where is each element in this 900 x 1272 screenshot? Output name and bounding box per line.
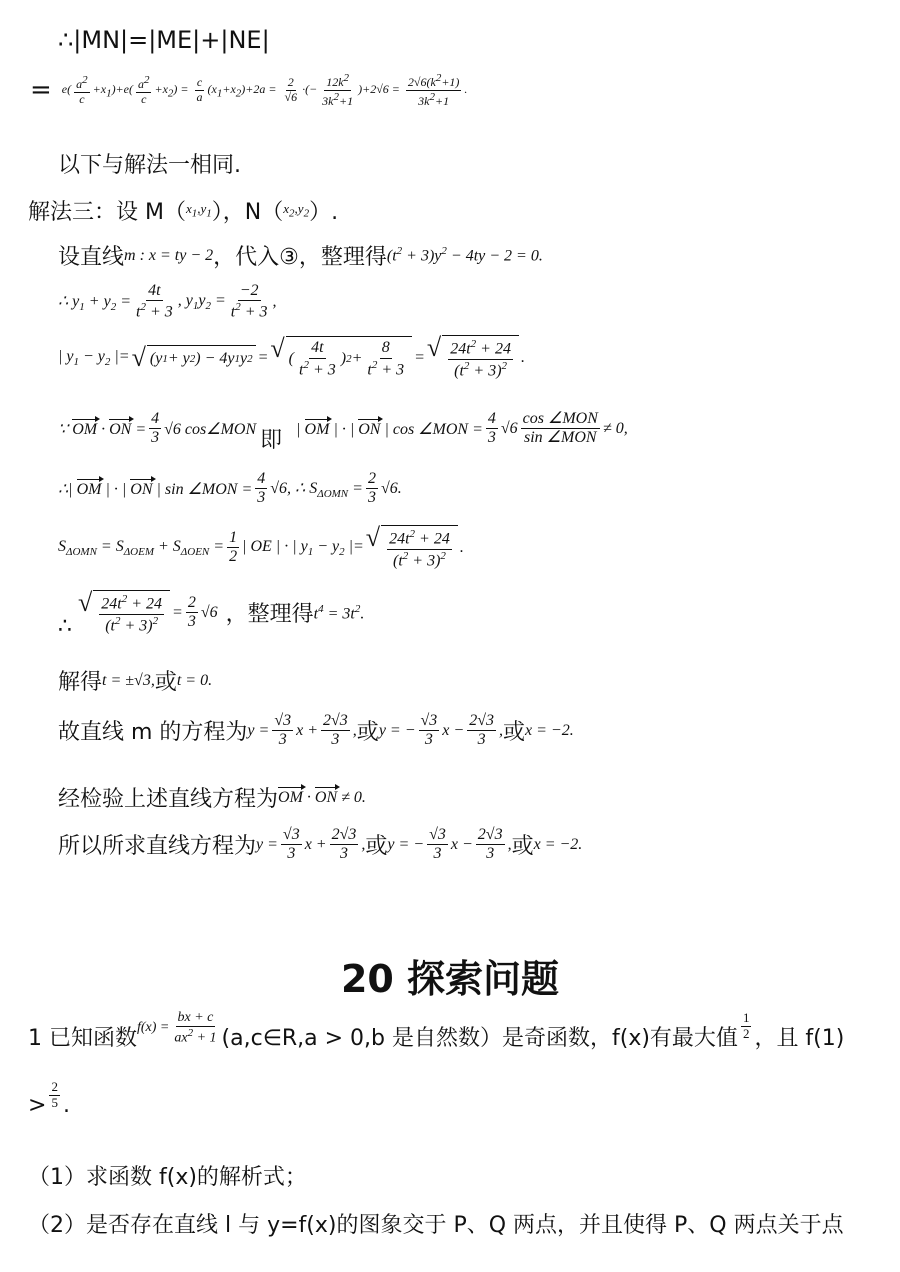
final-or-label-1: 或 [365, 834, 388, 860]
line-m-equation-label: 故直线 m 的方程为 [58, 720, 248, 746]
or-label-2: 或 [502, 720, 525, 746]
y-difference-formula: | $y_1 - y_2$ |= √ (y 1 + y 2 ) − 4y 1 y 2 = √ ( $\frac{4t}{t^2 + 3}$ ) 2 + $\frac{8}{t^2 + 3}$ = √ $\frac{24t^2 + 24}{(t^2 + 3)^2}$ . [58, 333, 525, 380]
final-equation-label: 所以所求直线方程为 [58, 834, 257, 860]
ji-label: 即 [260, 428, 283, 454]
or-label-1: 或 [356, 720, 379, 746]
question-1: （1）求函数 f(x)的解析式； [28, 1165, 307, 1190]
vieta-formula: ∴ $y_1 + y_2$ = $\frac{4t}{t^2 + 3}$ , $y_1y_2$ = $\frac{-2}{t^2 + 3}$ , [58, 282, 277, 321]
final-or-label-2: 或 [511, 834, 534, 860]
line-m-setup: 设直线 m : x = ty − 2 ，代入③，整理得 $(t^2 + 3)y^2 - 4ty - 2 = 0$. [58, 240, 543, 271]
method-three-end: ）. [309, 200, 339, 225]
problem-statement: 1 已知函数 f(x) = $\frac{bx + c}{ax^2 + 1}$ (a,c∈R,a > 0,b 是自然数）是奇函数，f(x)有最大值 $\frac{1}{2}$ ，且 f(1) [28, 1009, 845, 1051]
verification: 经检验上述直线方程为 OM · ON ≠ 0. [58, 782, 366, 813]
formula-mn-length [30, 72, 467, 109]
solve-label: 解得 [58, 670, 103, 695]
conclusion-mn: ∴|MN|=|ME|+|NE| [58, 26, 270, 54]
triangle-area-product: ∴| OM | · | ON | sin ∠MON = $\frac{4}{3}$ √6, ∴ $S_{\Delta OMN}$ = $\frac{2}{3}$ √6. [58, 470, 402, 507]
problem-conditions: (a,c∈R,a > 0,b 是自然数）是奇函数，f(x)有最大值 [221, 1025, 738, 1051]
same-as-method-one: 以下与解法一相同. [58, 153, 241, 178]
equals-sign: = [30, 75, 52, 106]
problem-intro: 1 已知函数 [28, 1025, 137, 1051]
question-2: （2）是否存在直线 l 与 y=f(x)的图象交于 P、Q 两点，并且使得 P、Q 两点关于点 [28, 1213, 844, 1238]
method-three-label: 解法三：设 M（ [28, 200, 186, 225]
line-m-equations: 故直线 m 的方程为 y = $\frac{√3}{3}$ x + $\frac{2√3}{3}$ , 或 y = − $\frac{√3}{3}$ x − $\frac{2√3}{3}$ , 或 x = −2. [58, 712, 574, 749]
dot-product-condition: ∵ OM · ON = $\frac{4}{3}$ √6 cos∠MON 即 | OM | · | ON | cos ∠MON = $\frac{4}{3}$ √6 $\frac{\text{cos ∠MON}}{\text{sin ∠MON}}$ ≠ 0, [58, 410, 628, 454]
simplify-label: ，整理得 [225, 602, 314, 628]
method-three-n: ），N（ [211, 200, 284, 225]
line-m-setup-label: 设直线 [58, 245, 125, 270]
problem-continued: > $\frac{2}{5}$ . [28, 1079, 70, 1118]
t-solution: 解得 t = ±√3, 或 t = 0. [58, 665, 212, 696]
greater-than: > [28, 1092, 47, 1118]
or-label: 或 [154, 670, 177, 695]
method-three-intro: 解法三：设 M（ $x_1,y_1$ ），N（ $x_2,y_2$ ）. [28, 195, 338, 226]
problem-f1: ，且 f(1) [754, 1025, 845, 1051]
formula-mn-expression: e( $\frac{a2}{c}$ +x1)+e( $\frac{a2}{c}$ +x2) = $\frac{c}{a}$ (x1+x2)+2a = $\frac{2}{√6}$ ·(− $\frac{12k2}{3k2+1}$ )+2√6 = $\frac{2√6(k2+1)}{3k2+1}$ . [61, 72, 468, 108]
section-title: 20 探索问题 [340, 957, 560, 1001]
final-equations: 所以所求直线方程为 y = $\frac{√3}{3}$ x + $\frac{2√3}{3}$ , 或 y = − $\frac{√3}{3}$ x − $\frac{2√3}{3}$ , 或 x = −2. [58, 826, 583, 863]
area-equation: ∴ √ $\frac{24t^2 + 24}{(t^2 + 3)^2}$ = $\frac{2}{3}$ √6 ，整理得 $t^4 = 3t^2$. [58, 588, 365, 640]
therefore-symbol: ∴ [58, 614, 72, 640]
verification-label: 经检验上述直线方程为 [58, 787, 279, 812]
line-m-substitute: ，代入③，整理得 [213, 245, 387, 270]
triangle-area-sum: $S_{\Delta OMN} = S_{\Delta OEM} + S_{\Delta OEN}$ = $\frac{1}{2}$ | OE | · | $y_1 - y_2$ |= √ $\frac{24t^2 + 24}{(t^2 + 3)^2}$ . [58, 523, 464, 570]
